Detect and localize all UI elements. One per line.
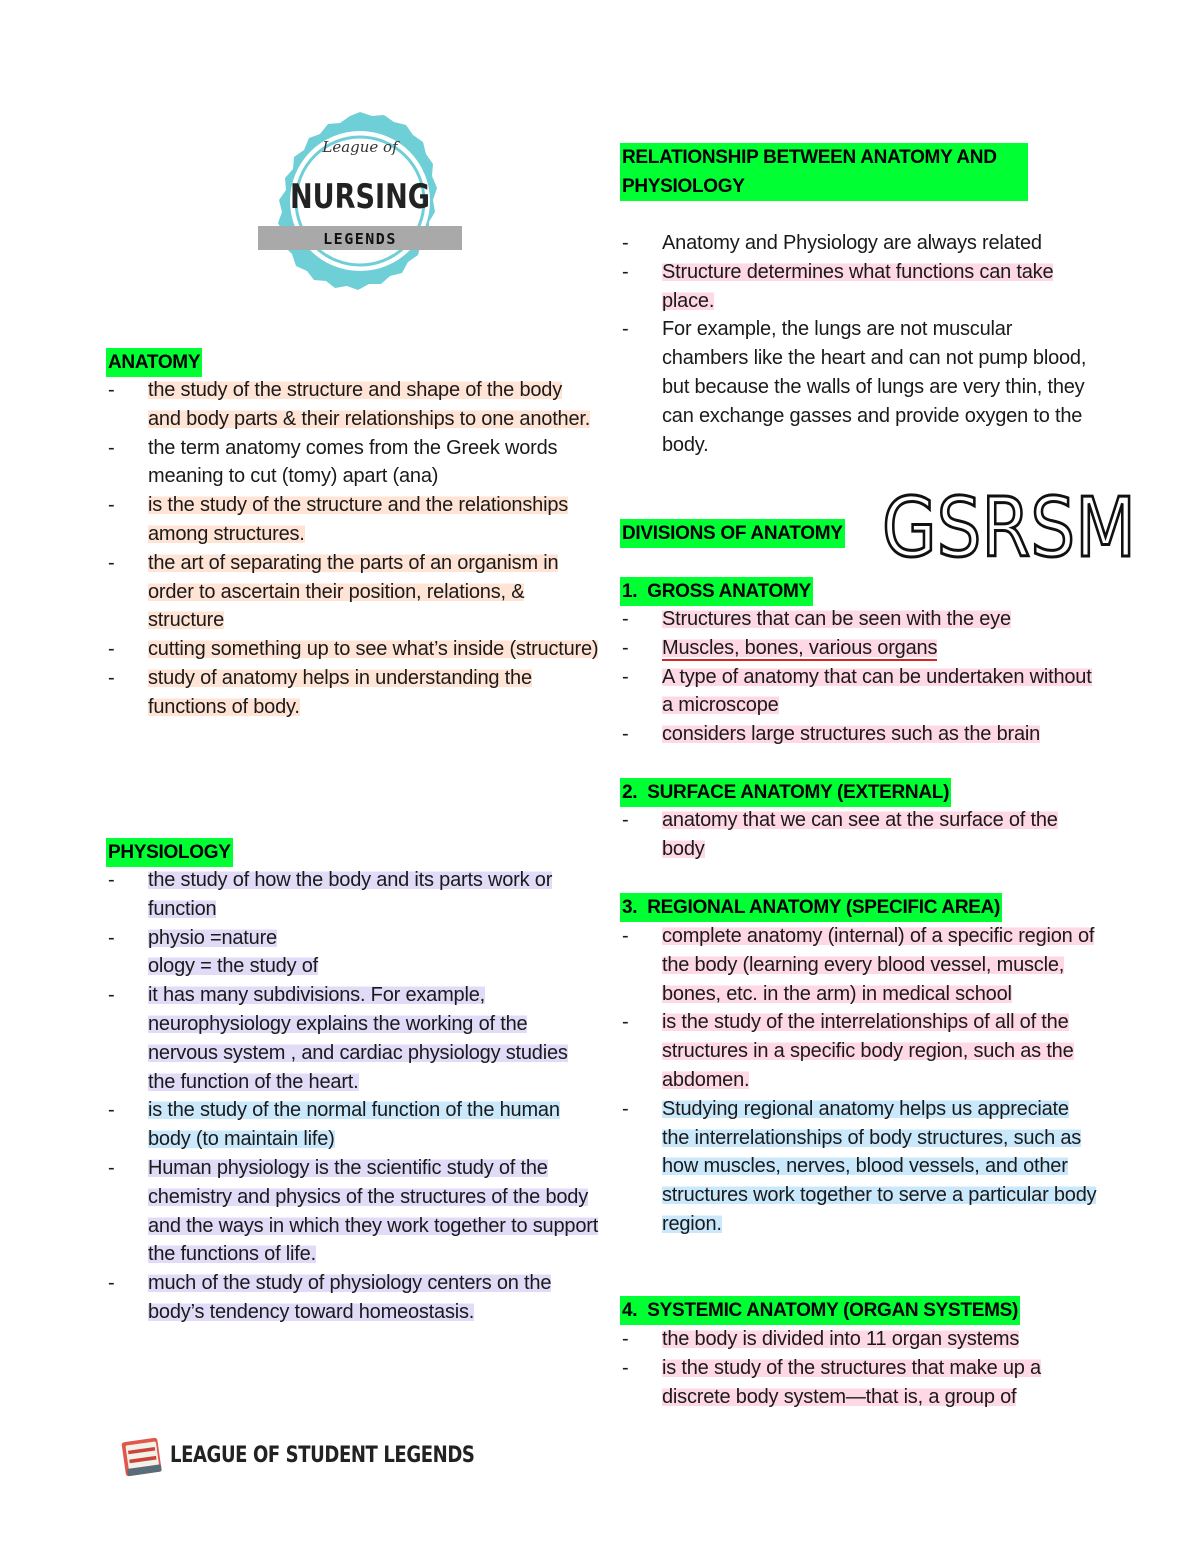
anatomy-heading: ANATOMY [106, 348, 202, 377]
gross-anatomy-heading: 1. GROSS ANATOMY [620, 577, 813, 606]
list-item: - anatomy that we can see at the surface of the body [620, 806, 1100, 864]
surface-anatomy-list [620, 806, 1100, 864]
list-item: - Muscles, bones, various organs [620, 634, 1100, 663]
handwriting-text: GSRSM [882, 481, 1136, 576]
list-item: - the study of the structure and shape of the body and body parts & their relationships to one another. [106, 376, 600, 434]
systemic-anatomy-heading: 4. SYSTEMIC ANATOMY (ORGAN SYSTEMS) [620, 1296, 1020, 1325]
list-item: - considers large structures such as the brain [620, 720, 1100, 749]
list-item: ology = the study of [148, 955, 319, 978]
list-item: - complete anatomy (internal) of a specific region of the body (learning every blood vessel, muscle, bones, etc. in the arm) in medical school [620, 922, 1100, 1008]
list-item: - is the study of the normal function of the human body (to maintain life) [106, 1096, 600, 1154]
list-item: - the body is divided into 11 organ systems [620, 1325, 1100, 1354]
list-item: - Anatomy and Physiology are always related [620, 229, 1100, 258]
anatomy-list [106, 376, 600, 722]
list-item: - Studying regional anatomy helps us appreciate the interrelationships of body structures, such as how muscles, nerves, blood vessels, and other structures work together to serve a particular body region. [620, 1095, 1100, 1239]
physiology-list [106, 866, 600, 1327]
handwritten-annotation [880, 478, 1140, 590]
list-item: - the art of separating the parts of an organism in order to ascertain their position, relations, & structure [106, 549, 600, 635]
list-item: - For example, the lungs are not muscular chambers like the heart and can not pump blood, but because the walls of lungs are very thin, they can exchange gasses and provide oxygen to the body. [620, 315, 1100, 459]
list-item: - much of the study of physiology centers on the body’s tendency toward homeostasis. [106, 1269, 600, 1327]
list-item: - A type of anatomy that can be undertaken without a microscope [620, 663, 1100, 721]
list-item: - the study of how the body and its parts work or function [106, 866, 600, 924]
divisions-heading: DIVISIONS OF ANATOMY [620, 519, 845, 548]
relationship-list [620, 229, 1100, 459]
list-item: - Structure determines what functions can take place. [620, 258, 1100, 316]
systemic-anatomy-list [620, 1325, 1100, 1411]
list-item: - it has many subdivisions. For example, neurophysiology explains the working of the nervous system , and cardiac physiology studies the function of the heart. [106, 981, 600, 1096]
list-item: - is the study of the structures that make up a discrete body system—that is, a group of [620, 1354, 1100, 1412]
logo-top-text: League of [322, 138, 398, 156]
physiology-heading: PHYSIOLOGY [106, 838, 233, 867]
league-of-nursing-legends-logo [256, 108, 464, 300]
logo-main-text: NURSING [290, 177, 430, 217]
relationship-heading: RELATIONSHIP BETWEEN ANATOMY AND PHYSIOLOGY [620, 143, 1028, 201]
list-item: - is the study of the interrelationships of all of the structures in a specific body region, such as the abdomen. [620, 1008, 1100, 1094]
list-item: - physio =nature [106, 924, 600, 953]
logo-banner-text: LEGENDS [323, 230, 397, 248]
list-item: - is the study of the structure and the relationships among structures. [106, 491, 600, 549]
list-item: - Structures that can be seen with the eye [620, 605, 1100, 634]
book-stack-icon [120, 1432, 174, 1482]
list-item: - the term anatomy comes from the Greek words meaning to cut (tomy) apart (ana) [106, 434, 600, 492]
footer-brand: LEAGUE OF STUDENT LEGENDS [170, 1443, 475, 1468]
list-item: - Human physiology is the scientific study of the chemistry and physics of the structures of the body and the ways in which they work together to support the functions of life. [106, 1154, 600, 1269]
list-item: - cutting something up to see what’s inside (structure) [106, 635, 600, 664]
regional-anatomy-list [620, 922, 1100, 1239]
gross-anatomy-list [620, 605, 1100, 749]
regional-anatomy-heading: 3. REGIONAL ANATOMY (SPECIFIC AREA) [620, 893, 1002, 922]
list-item: - study of anatomy helps in understanding the functions of body. [106, 664, 600, 722]
surface-anatomy-heading: 2. SURFACE ANATOMY (EXTERNAL) [620, 778, 951, 807]
